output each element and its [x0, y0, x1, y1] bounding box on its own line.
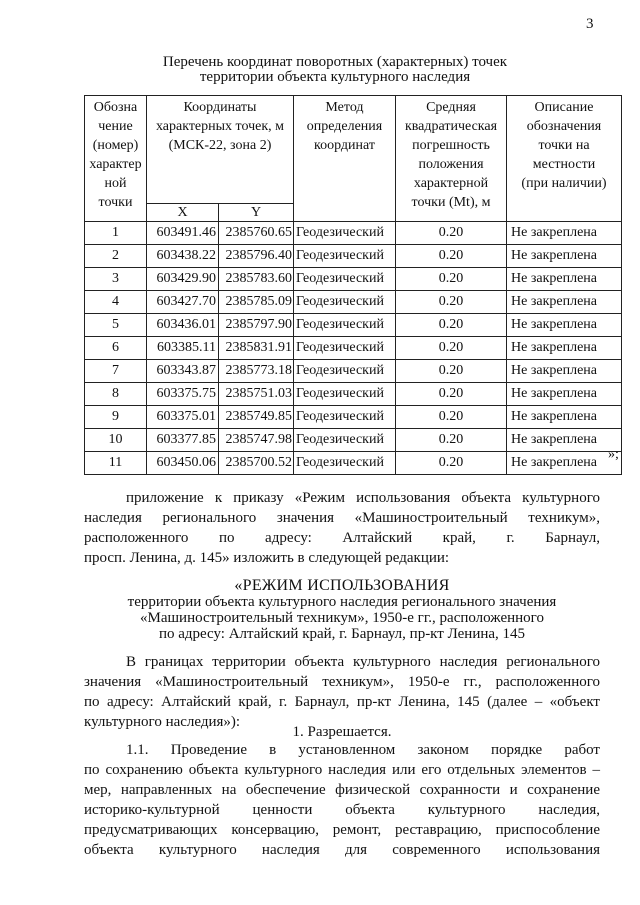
method-cell: Геодезический — [294, 291, 396, 314]
error-cell: 0.20 — [396, 406, 507, 429]
table-closing-quote: »; — [608, 447, 619, 462]
description-cell: Не закреплена — [507, 337, 622, 360]
table-row — [85, 268, 622, 291]
item-1-1-paragraph — [84, 740, 600, 860]
header-error: Средняя квадратическая погрешность положения характерной точки (Mt), м — [396, 96, 507, 222]
paragraph-line: историко-культурной ценности объекта культурного наследия, — [84, 802, 600, 818]
x-coordinate-cell: 603375.01 — [147, 406, 219, 429]
header-method: Метод определения координат — [294, 96, 396, 222]
header-x: X — [147, 204, 219, 222]
x-coordinate-cell: 603429.90 — [147, 268, 219, 291]
paragraph-line: приложение к приказу «Режим использования объекта культурного — [126, 490, 600, 506]
point-number-cell: 4 — [85, 291, 147, 314]
x-coordinate-cell: 603385.11 — [147, 337, 219, 360]
x-coordinate-cell: 603450.06 — [147, 452, 219, 475]
paragraph-line: объекта культурного наследия для современного использования — [84, 842, 600, 858]
paragraph-line: культурного наследия»): — [84, 714, 241, 730]
description-cell: Не закреплена — [507, 291, 622, 314]
paragraph-line: предусматривающих консервацию, ремонт, реставрацию, приспособление — [84, 822, 600, 838]
description-cell: Не закреплена — [507, 429, 622, 452]
paragraph-line: по сохранению объекта культурного наследия или его отдельных элементов – — [84, 762, 600, 778]
description-cell: Не закреплена — [507, 222, 622, 245]
regime-title — [84, 578, 600, 642]
error-cell: 0.20 — [396, 222, 507, 245]
error-cell: 0.20 — [396, 268, 507, 291]
regime-title-line: территории объекта культурного наследия регионального значения — [127, 594, 557, 610]
y-coordinate-cell: 2385796.40 — [219, 245, 294, 268]
description-cell: Не закреплена — [507, 383, 622, 406]
description-cell: Не закреплена — [507, 245, 622, 268]
point-number-cell: 8 — [85, 383, 147, 406]
method-cell: Геодезический — [294, 360, 396, 383]
page-number: 3 — [586, 16, 594, 32]
description-cell: Не закреплена — [507, 314, 622, 337]
table-row — [85, 222, 622, 245]
description-cell: Не закреплена — [507, 360, 622, 383]
x-coordinate-cell: 603377.85 — [147, 429, 219, 452]
table-row — [85, 314, 622, 337]
paragraph-line: расположенного по адресу: Алтайский край, г. Барнаул, — [84, 530, 600, 546]
point-number-cell: 10 — [85, 429, 147, 452]
method-cell: Геодезический — [294, 314, 396, 337]
point-number-cell: 2 — [85, 245, 147, 268]
method-cell: Геодезический — [294, 429, 396, 452]
paragraph-line: В границах территории объекта культурного наследия регионального — [126, 654, 600, 670]
appendix-paragraph — [84, 488, 600, 568]
table-title-line: Перечень координат поворотных (характерных) точек — [162, 54, 508, 70]
y-coordinate-cell: 2385700.52 — [219, 452, 294, 475]
x-coordinate-cell: 603375.75 — [147, 383, 219, 406]
error-cell: 0.20 — [396, 429, 507, 452]
error-cell: 0.20 — [396, 452, 507, 475]
method-cell: Геодезический — [294, 383, 396, 406]
point-number-cell: 11 — [85, 452, 147, 475]
table-row — [85, 337, 622, 360]
table-title — [100, 55, 570, 85]
method-cell: Геодезический — [294, 222, 396, 245]
paragraph-line: 1.1. Проведение в установленном законом порядке работ — [126, 742, 600, 758]
y-coordinate-cell: 2385749.85 — [219, 406, 294, 429]
description-cell: Не закреплена — [507, 406, 622, 429]
regime-title-main: «РЕЖИМ ИСПОЛЬЗОВАНИЯ — [234, 577, 450, 594]
description-cell: Не закреплена — [507, 268, 622, 291]
regime-title-line: по адресу: Алтайский край, г. Барнаул, пр-кт Ленина, 145 — [158, 626, 526, 642]
table-row — [85, 406, 622, 429]
header-description: Описание обозначения точки на местности (при наличии) — [507, 96, 622, 222]
table-row — [85, 429, 622, 452]
paragraph-line: наследия регионального значения «Машиностроительный техникум», — [84, 510, 600, 526]
y-coordinate-cell: 2385773.18 — [219, 360, 294, 383]
x-coordinate-cell: 603491.46 — [147, 222, 219, 245]
error-cell: 0.20 — [396, 245, 507, 268]
paragraph-line: мер, направленных на обеспечение физической сохранности и сохранение — [84, 782, 600, 798]
table-row — [85, 452, 622, 475]
y-coordinate-cell: 2385747.98 — [219, 429, 294, 452]
y-coordinate-cell: 2385785.09 — [219, 291, 294, 314]
coordinates-table — [84, 95, 622, 475]
y-coordinate-cell: 2385797.90 — [219, 314, 294, 337]
error-cell: 0.20 — [396, 337, 507, 360]
method-cell: Геодезический — [294, 245, 396, 268]
y-coordinate-cell: 2385751.03 — [219, 383, 294, 406]
error-cell: 0.20 — [396, 291, 507, 314]
x-coordinate-cell: 603343.87 — [147, 360, 219, 383]
paragraph-line: просп. Ленина, д. 145» изложить в следующей редакции: — [84, 550, 450, 566]
table-title-line: территории объекта культурного наследия — [199, 69, 471, 85]
table-row — [85, 383, 622, 406]
paragraph-line: по адресу: Алтайский край, г. Барнаул, пр-кт Ленина, 145 (далее – «объект — [84, 694, 600, 710]
method-cell: Геодезический — [294, 337, 396, 360]
paragraph-line: значения «Машиностроительный техникум», 1950-е гг., расположенного — [84, 674, 600, 690]
method-cell: Геодезический — [294, 452, 396, 475]
header-coordinates: Координаты характерных точек, м (МСК-22, зона 2) — [147, 96, 294, 204]
regime-title-line: «Машиностроительный техникум», 1950-е гг., расположенного — [140, 610, 544, 626]
method-cell: Геодезический — [294, 268, 396, 291]
y-coordinate-cell: 2385760.65 — [219, 222, 294, 245]
boundaries-paragraph — [84, 652, 600, 732]
x-coordinate-cell: 603438.22 — [147, 245, 219, 268]
description-cell: Не закреплена — [507, 452, 622, 475]
point-number-cell: 5 — [85, 314, 147, 337]
y-coordinate-cell: 2385831.91 — [219, 337, 294, 360]
table-row — [85, 291, 622, 314]
error-cell: 0.20 — [396, 314, 507, 337]
table-row — [85, 245, 622, 268]
table-row — [85, 360, 622, 383]
x-coordinate-cell: 603436.01 — [147, 314, 219, 337]
point-number-cell: 3 — [85, 268, 147, 291]
method-cell: Геодезический — [294, 406, 396, 429]
point-number-cell: 1 — [85, 222, 147, 245]
point-number-cell: 7 — [85, 360, 147, 383]
x-coordinate-cell: 603427.70 — [147, 291, 219, 314]
error-cell: 0.20 — [396, 360, 507, 383]
point-number-cell: 9 — [85, 406, 147, 429]
header-designation: Обозна чение (номер) характер ной точки — [85, 96, 147, 222]
header-y: Y — [219, 204, 294, 222]
point-number-cell: 6 — [85, 337, 147, 360]
error-cell: 0.20 — [396, 383, 507, 406]
section-1-heading: 1. Разрешается. — [292, 724, 392, 740]
y-coordinate-cell: 2385783.60 — [219, 268, 294, 291]
